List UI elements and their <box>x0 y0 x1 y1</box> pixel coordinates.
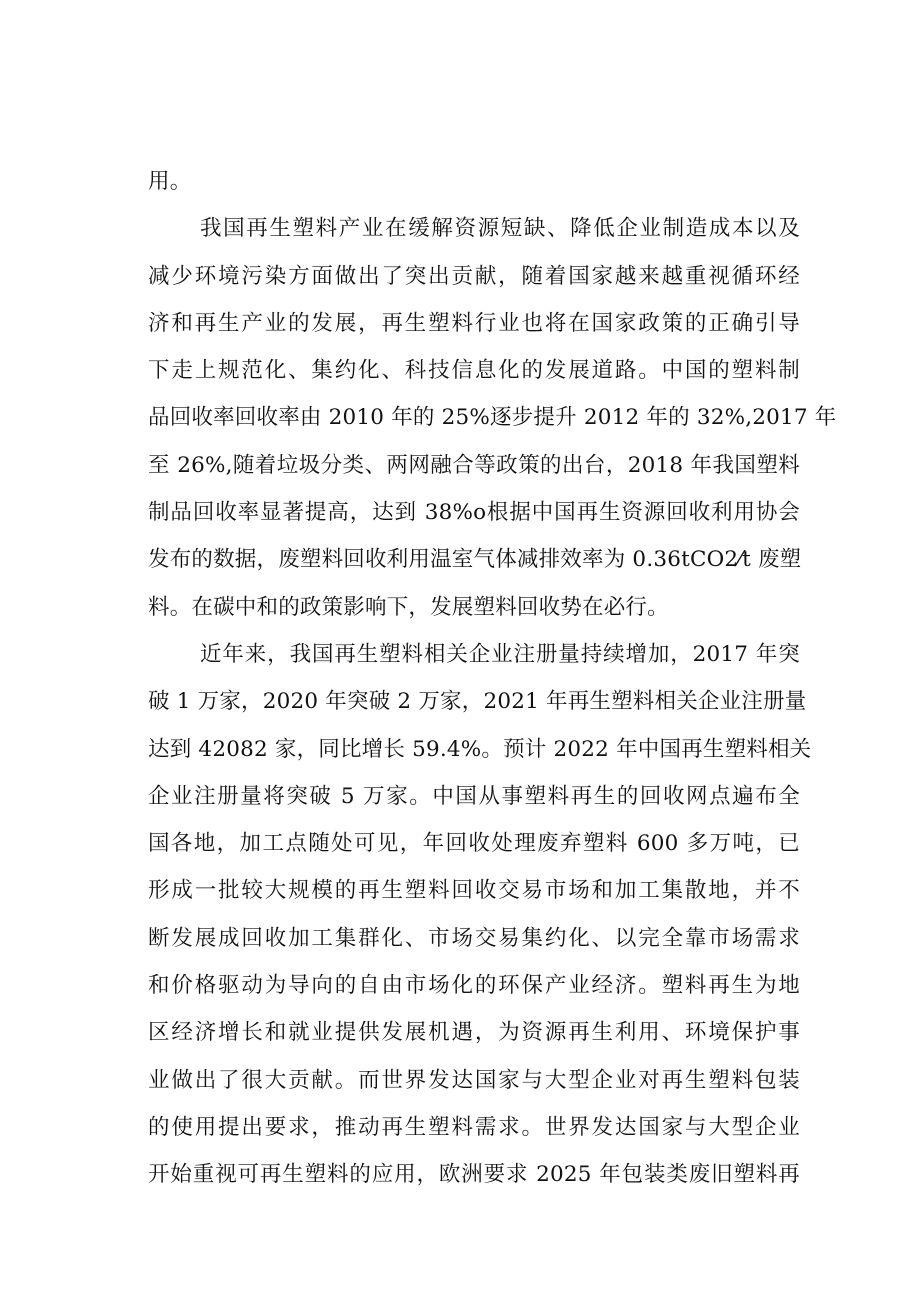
text-line: 发布的数据，废塑料回收利用温室气体减排效率为 0.36tCO2⁄t 废塑 <box>148 547 802 573</box>
text-line: 形成一批较大规模的再生塑料回收交易市场和加工集散地，并不 <box>148 878 800 904</box>
text-line: 制品回收率显著提高，达到 38%o根据中国再生资源回收利用协会 <box>148 500 800 526</box>
text-line: 和价格驱动为导向的自由市场化的环保产业经济。塑料再生为地 <box>148 973 800 999</box>
text-line: 国各地，加工点随处可见，年回收处理废弃塑料 600 多万吨，已 <box>148 831 800 857</box>
text-line: 达到 42082 家，同比增长 59.4%。预计 2022 年中国再生塑料相关 <box>148 736 812 762</box>
text-line: 破 1 万家，2020 年突破 2 万家，2021 年再生塑料相关企业注册量 <box>148 689 807 715</box>
paragraph-start-line: 我国再生塑料产业在缓解资源短缺、降低企业制造成本以及 <box>200 216 800 242</box>
paragraph-start-line: 近年来，我国再生塑料相关企业注册量持续增加，2017 年突 <box>200 641 800 667</box>
body-text <box>148 158 837 1199</box>
text-line: 下走上规范化、集约化、科技信息化的发展道路。中国的塑料制 <box>148 358 800 384</box>
text-line: 断发展成回收加工集群化、市场交易集约化、以完全靠市场需求 <box>148 925 800 951</box>
text-line: 用。 <box>148 169 192 194</box>
text-line: 开始重视可再生塑料的应用，欧洲要求 2025 年包装类废旧塑料再 <box>148 1162 800 1188</box>
text-line: 减少环境污染方面做出了突出贡献，随着国家越来越重视循环经 <box>148 263 800 289</box>
text-line: 区经济增长和就业提供发展机遇，为资源再生利用、环境保护事 <box>148 1020 800 1046</box>
text-line: 至 26%,随着垃圾分类、两网融合等政策的出台，2018 年我国塑料 <box>148 452 800 478</box>
text-line: 企业注册量将突破 5 万家。中国从事塑料再生的回收网点遍布全 <box>148 783 800 809</box>
text-line: 济和再生产业的发展，再生塑料行业也将在国家政策的正确引导 <box>148 310 800 336</box>
text-line: 的使用提出要求，推动再生塑料需求。世界发达国家与大型企业 <box>148 1114 800 1140</box>
text-line: 业做出了很大贡献。而世界发达国家与大型企业对再生塑料包装 <box>148 1067 800 1093</box>
text-line: 品回收率回收率由 2010 年的 25%逐步提升 2012 年的 32%,2017 年 <box>148 405 837 431</box>
text-line: 料。在碳中和的政策影响下，发展塑料回收势在必行。 <box>148 594 669 620</box>
